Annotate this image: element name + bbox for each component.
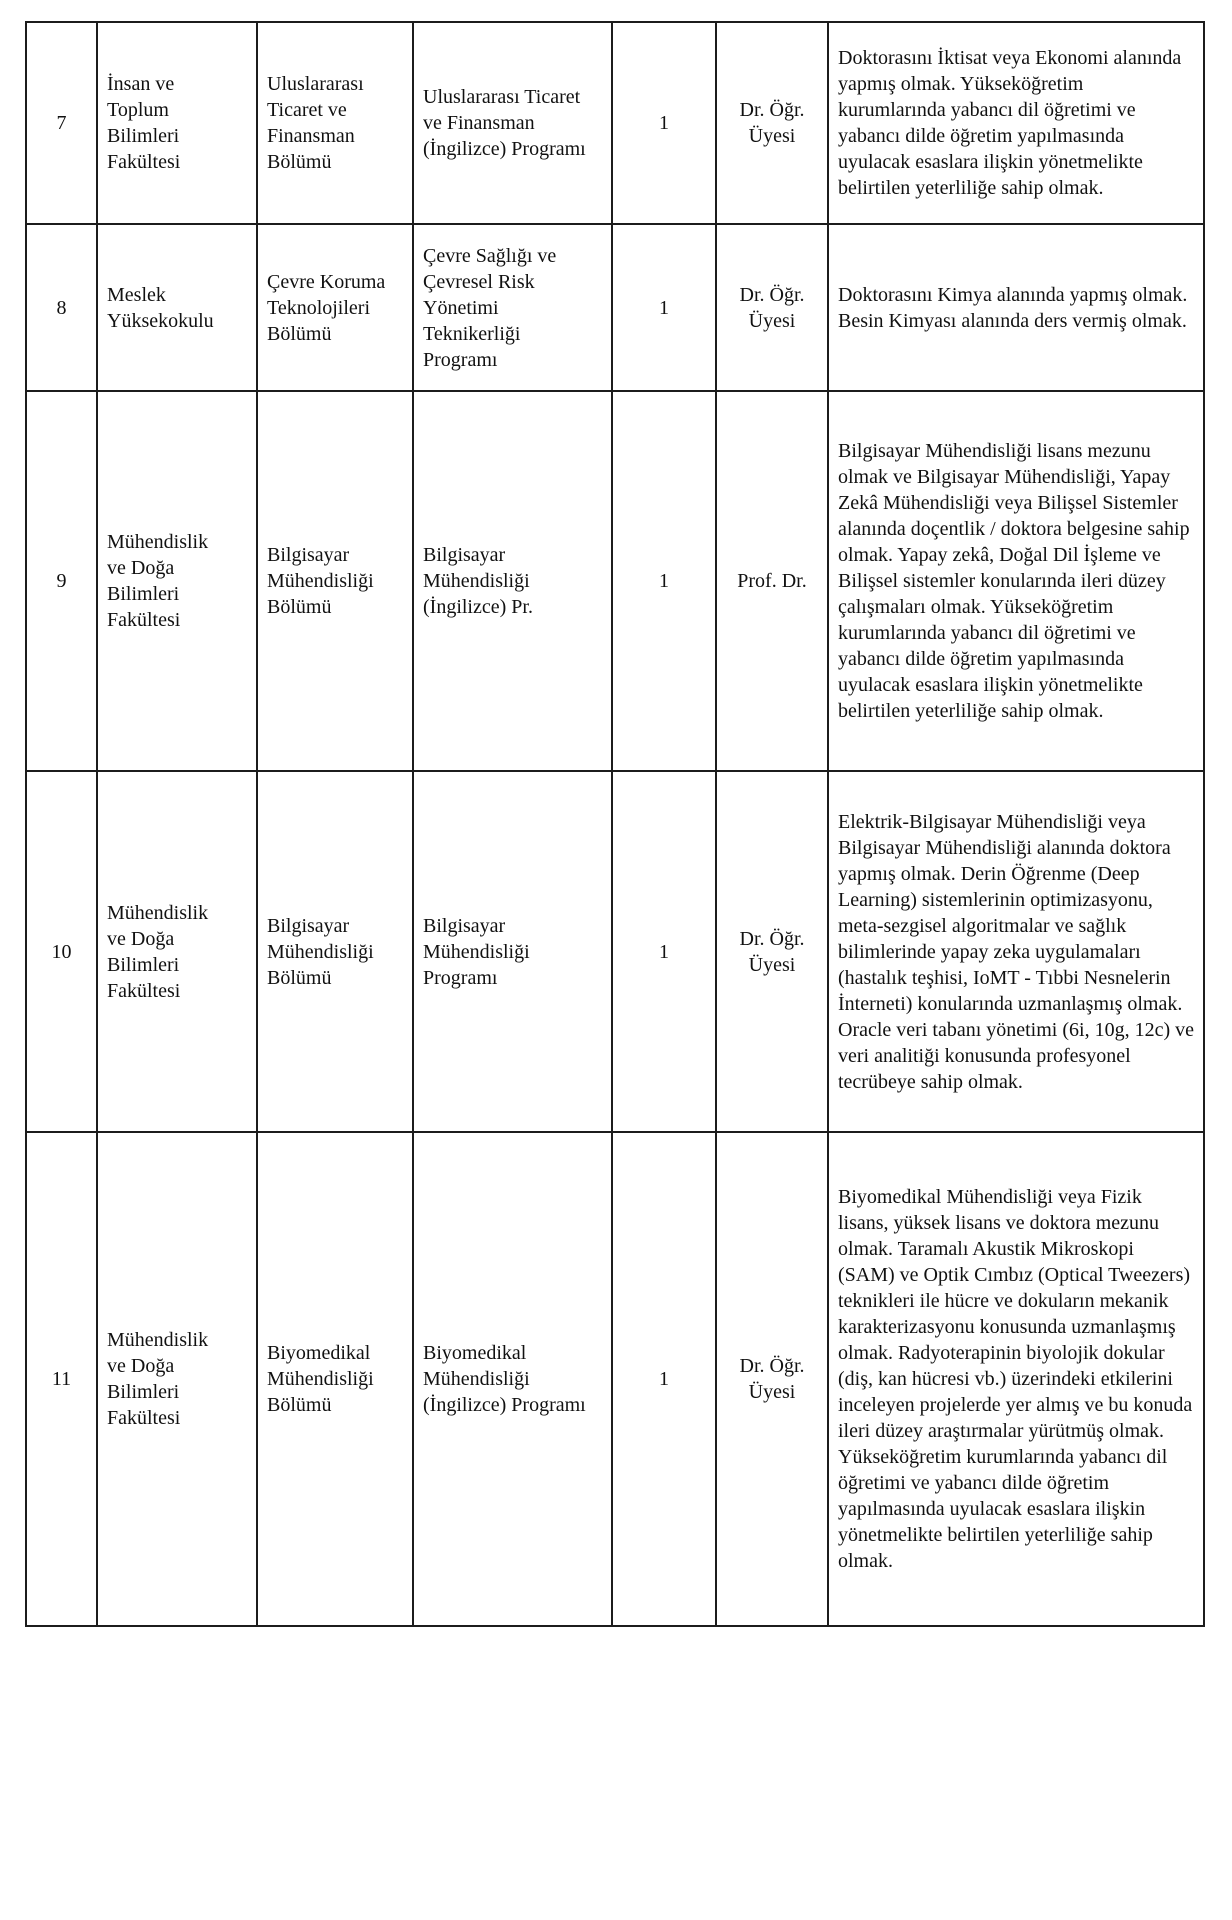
cell-department: Çevre Koruma Teknolojileri Bölümü xyxy=(257,224,413,391)
cell-requirements: Doktorasını İktisat veya Ekonomi alanında yapmış olmak. Yükseköğretim kurumlarında yabancı dil öğretimi ve yabancı dilde öğretim yapılmasında uyulacak esaslara ilişkin yönetmelikte belirtilen yeterliliğe sahip olmak. xyxy=(828,22,1204,224)
table-row xyxy=(26,1132,1204,1626)
cell-title: Dr. Öğr. Üyesi xyxy=(716,771,828,1132)
cell-requirements: Bilgisayar Mühendisliği lisans mezunu olmak ve Bilgisayar Mühendisliği, Yapay Zekâ Mühendisliği veya Bilişsel Sistemler alanında doçentlik / doktora belgesine sahip olmak. Yapay zekâ, Doğal Dil İşleme ve Bilişsel sistemler konularında ileri düzey çalışmaları olmak. Yükseköğretim kurumlarında yabancı dil öğretimi ve yabancı dilde öğretim yapılmasında uyulacak esaslara ilişkin yönetmelikte belirtilen yeterliliğe sahip olmak. xyxy=(828,391,1204,771)
cell-faculty: Mühendislik ve Doğa Bilimleri Fakültesi xyxy=(97,1132,257,1626)
cell-title: Dr. Öğr. Üyesi xyxy=(716,22,828,224)
cell-requirements: Biyomedikal Mühendisliği veya Fizik lisans, yüksek lisans ve doktora mezunu olmak. Taramalı Akustik Mikroskopi (SAM) ve Optik Cımbız (Optical Tweezers) teknikleri ile hücre ve dokuların mekanik karakterizasyonu konusunda uzmanlaşmış olmak. Radyoterapinin biyolojik dokular (diş, kan hücresi vb.) üzerindeki etkilerini inceleyen projelerde yer almış ve bu konuda ileri düzey araştırmalar yürütmüş olmak. Yükseköğretim kurumlarında yabancı dil öğretimi ve yabancı dilde öğretim yapılmasında uyulacak esaslara ilişkin yönetmelikte belirtilen yeterliliğe sahip olmak. xyxy=(828,1132,1204,1626)
cell-department: Uluslararası Ticaret ve Finansman Bölümü xyxy=(257,22,413,224)
cell-requirements: Elektrik-Bilgisayar Mühendisliği veya Bilgisayar Mühendisliği alanında doktora yapmış olmak. Derin Öğrenme (Deep Learning) sistemlerinin optimizasyonu, meta-sezgisel algoritmalar ve sağlık bilimlerinde yapay zeka uygulamaları (hastalık teşhisi, IoMT - Tıbbi Nesnelerin İnterneti) konularında uzmanlaşmış olmak. Oracle veri tabanı yönetimi (6i, 10g, 12c) ve veri analitiği konusunda profesyonel tecrübeye sahip olmak. xyxy=(828,771,1204,1132)
cell-quota: 1 xyxy=(612,22,716,224)
cell-program: Çevre Sağlığı ve Çevresel Risk Yönetimi Teknikerliği Programı xyxy=(413,224,612,391)
cell-department: Bilgisayar Mühendisliği Bölümü xyxy=(257,391,413,771)
cell-row-number: 8 xyxy=(26,224,97,391)
cell-faculty: Mühendislik ve Doğa Bilimleri Fakültesi xyxy=(97,391,257,771)
cell-department: Biyomedikal Mühendisliği Bölümü xyxy=(257,1132,413,1626)
cell-faculty: Meslek Yüksekokulu xyxy=(97,224,257,391)
cell-row-number: 7 xyxy=(26,22,97,224)
cell-program: Bilgisayar Mühendisliği Programı xyxy=(413,771,612,1132)
cell-row-number: 11 xyxy=(26,1132,97,1626)
cell-faculty: Mühendislik ve Doğa Bilimleri Fakültesi xyxy=(97,771,257,1132)
cell-quota: 1 xyxy=(612,391,716,771)
table-row xyxy=(26,771,1204,1132)
cell-requirements: Doktorasını Kimya alanında yapmış olmak. Besin Kimyası alanında ders vermiş olmak. xyxy=(828,224,1204,391)
cell-quota: 1 xyxy=(612,1132,716,1626)
cell-faculty: İnsan ve Toplum Bilimleri Fakültesi xyxy=(97,22,257,224)
cell-department: Bilgisayar Mühendisliği Bölümü xyxy=(257,771,413,1132)
cell-row-number: 9 xyxy=(26,391,97,771)
cell-title: Dr. Öğr. Üyesi xyxy=(716,224,828,391)
cell-quota: 1 xyxy=(612,771,716,1132)
cell-title: Prof. Dr. xyxy=(716,391,828,771)
table-row xyxy=(26,22,1204,224)
cell-program: Bilgisayar Mühendisliği (İngilizce) Pr. xyxy=(413,391,612,771)
table-row xyxy=(26,224,1204,391)
cell-program: Uluslararası Ticaret ve Finansman (İngilizce) Programı xyxy=(413,22,612,224)
cell-quota: 1 xyxy=(612,224,716,391)
cell-row-number: 10 xyxy=(26,771,97,1132)
cell-title: Dr. Öğr. Üyesi xyxy=(716,1132,828,1626)
cell-program: Biyomedikal Mühendisliği (İngilizce) Programı xyxy=(413,1132,612,1626)
academic-positions-table xyxy=(25,21,1205,1627)
table-row xyxy=(26,391,1204,771)
